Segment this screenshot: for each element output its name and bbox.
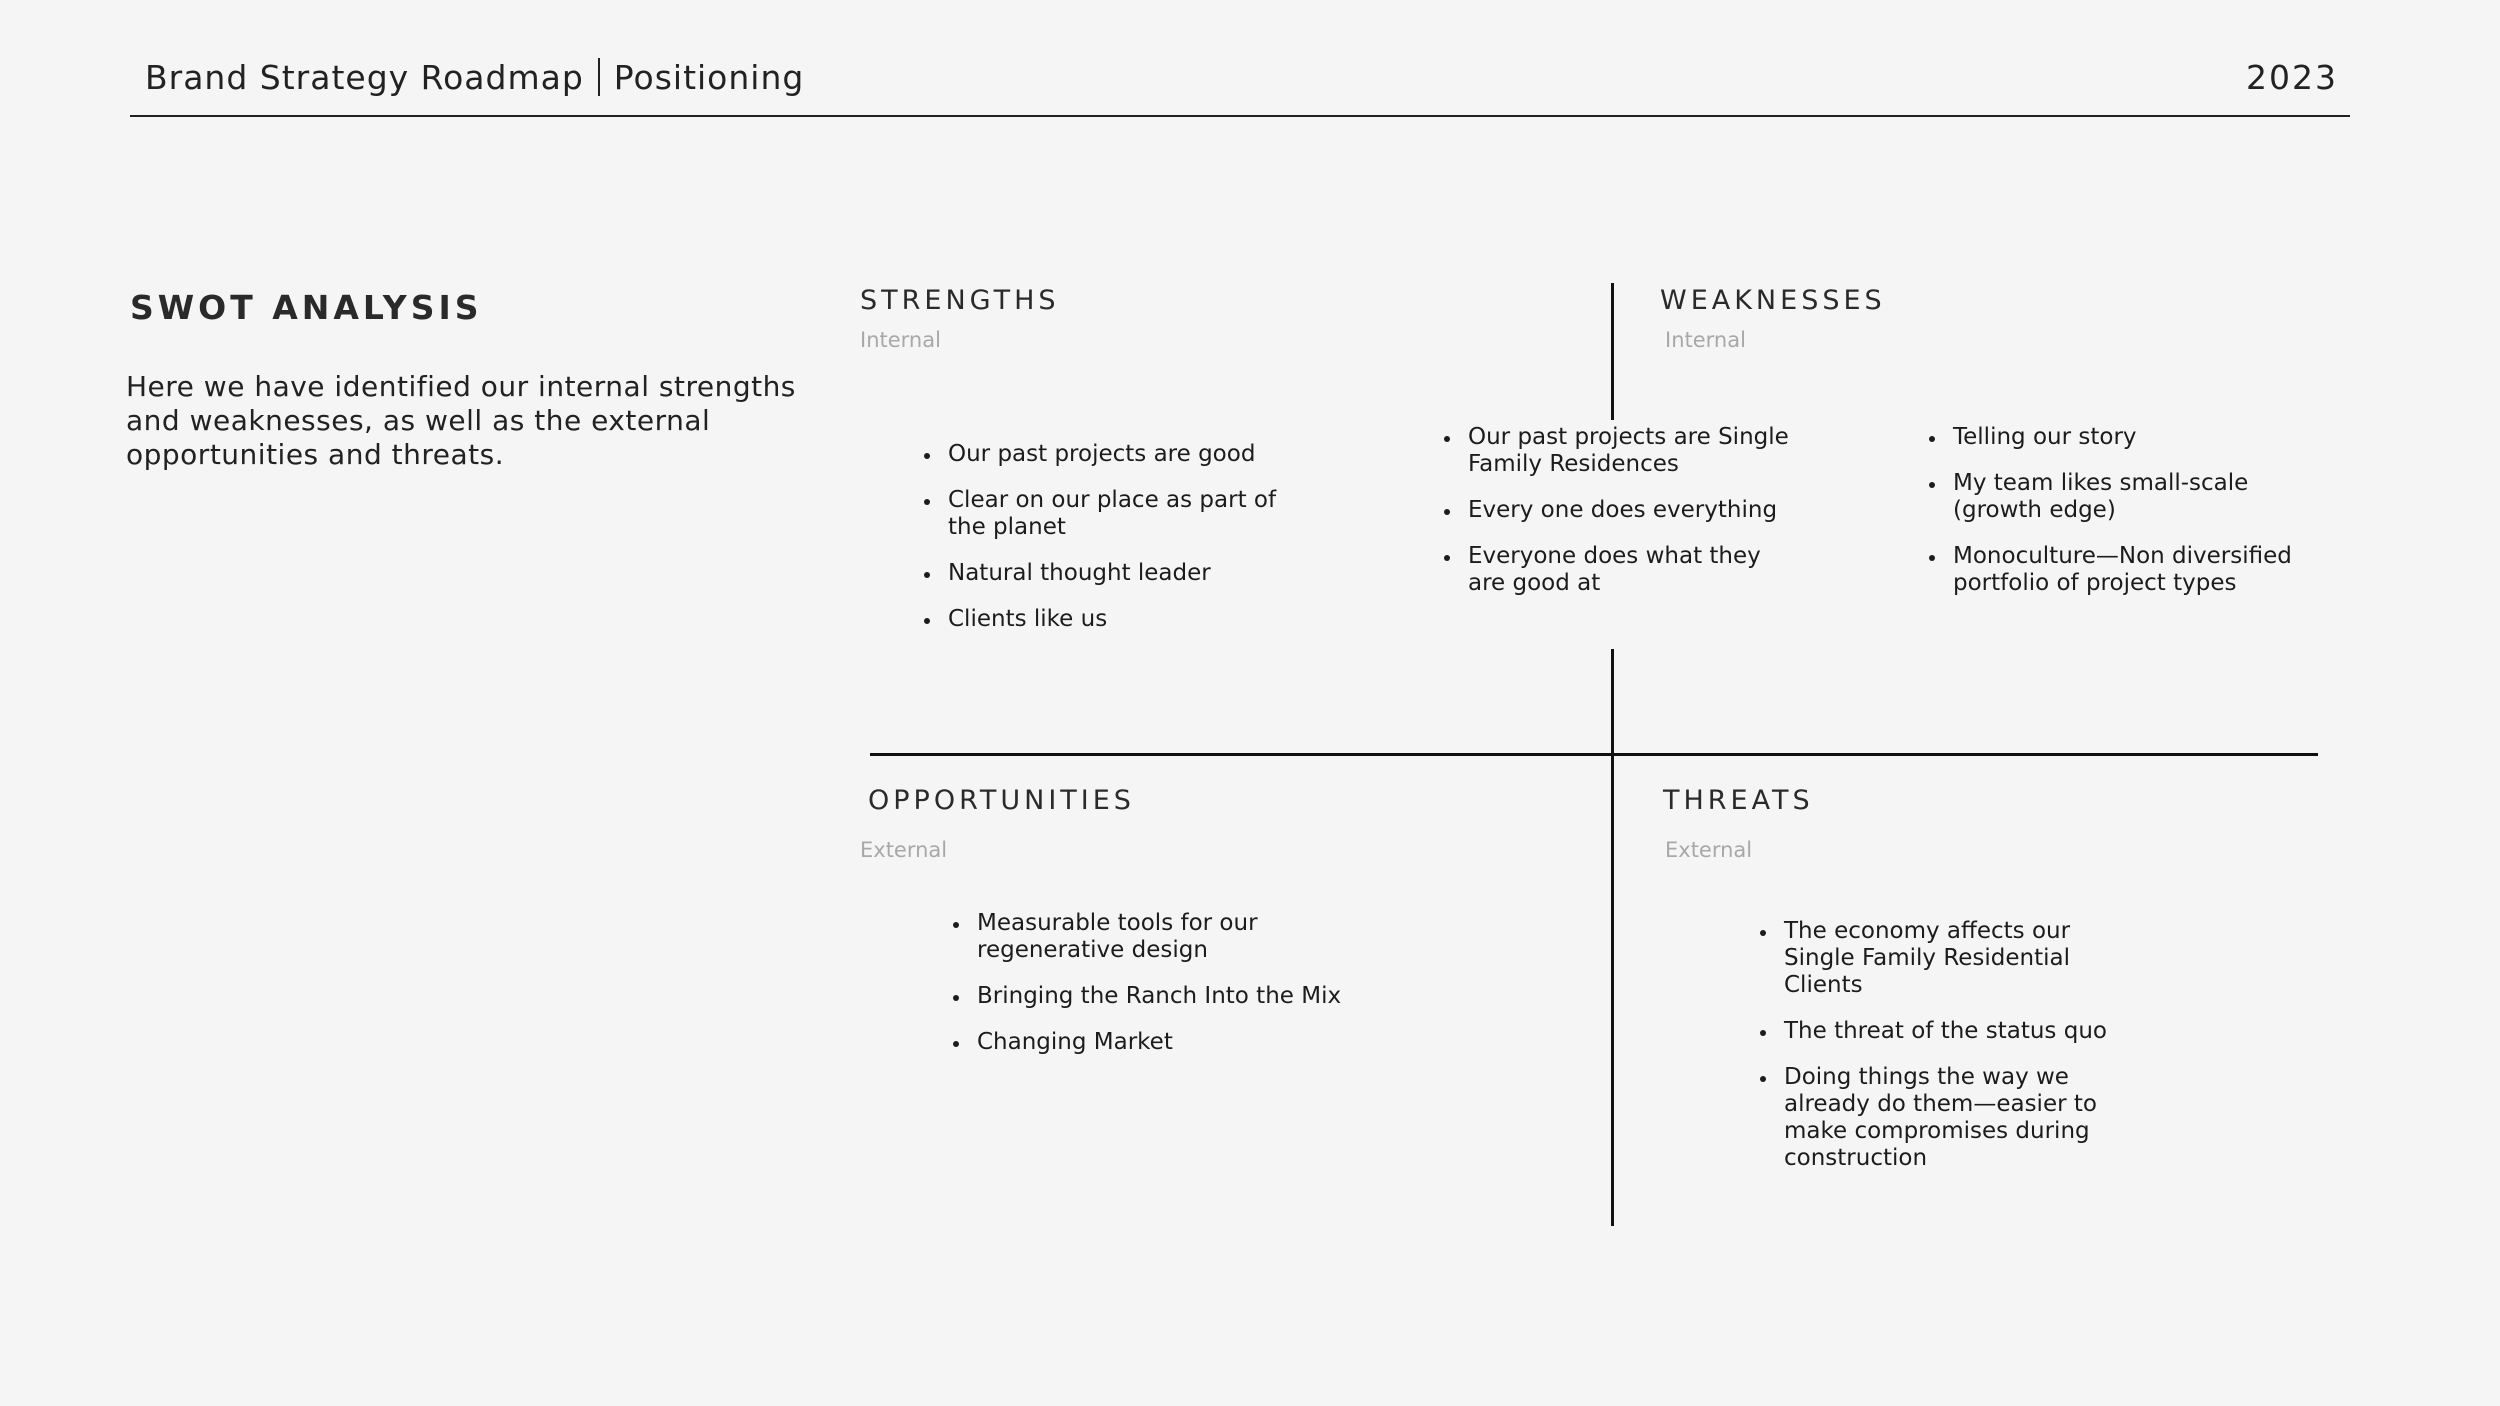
section-title: Positioning (613, 58, 805, 97)
list-item: Measurable tools for our regenerative design (953, 910, 1353, 964)
intro-paragraph: Here we have identified our internal strengths and weaknesses, as well as the external opportunities and threats. (126, 370, 796, 471)
strengths-title: STRENGTHS (860, 285, 1060, 316)
list-item: Telling our story (1929, 424, 2299, 451)
weaknesses-scope: Internal (1665, 328, 1746, 352)
list-item: The threat of the status quo (1760, 1018, 2140, 1045)
header-divider (130, 115, 2350, 117)
page-title: SWOT ANALYSIS (130, 288, 483, 327)
opportunities-scope: External (860, 838, 948, 862)
list-item: Bringing the Ranch Into the Mix (953, 983, 1353, 1010)
threats-title: THREATS (1663, 785, 1814, 816)
list-item: Our past projects are good (924, 441, 1284, 468)
list-item: Every one does everything (1444, 497, 1794, 524)
vertical-divider-bottom (1611, 649, 1614, 1226)
list-item: Clients like us (924, 606, 1284, 633)
threats-list (1760, 918, 2140, 1191)
weaknesses-list-secondary (1929, 424, 2299, 616)
weaknesses-list-primary (1444, 424, 1794, 616)
list-item: My team likes small-scale (growth edge) (1929, 470, 2299, 524)
list-item: Our past projects are Single Family Residences (1444, 424, 1794, 478)
list-item: Doing things the way we already do them—easier to make compromises during construction (1760, 1064, 2140, 1172)
vertical-divider-top (1611, 283, 1614, 420)
roadmap-title: Brand Strategy Roadmap (145, 58, 584, 97)
horizontal-divider (870, 753, 2318, 756)
list-item: Changing Market (953, 1029, 1353, 1056)
header-title (145, 58, 804, 97)
list-item: Everyone does what they are good at (1444, 543, 1794, 597)
opportunities-list (953, 910, 1353, 1075)
strengths-list (924, 441, 1284, 652)
weaknesses-title: WEAKNESSES (1660, 285, 1886, 316)
threats-scope: External (1665, 838, 1753, 862)
list-item: Clear on our place as part of the planet (924, 487, 1284, 541)
opportunities-title: OPPORTUNITIES (868, 785, 1135, 816)
title-divider (598, 58, 600, 96)
list-item: The economy affects our Single Family Residential Clients (1760, 918, 2140, 999)
list-item: Natural thought leader (924, 560, 1284, 587)
list-item: Monoculture—Non diversified portfolio of project types (1929, 543, 2299, 597)
header-year: 2023 (2246, 58, 2338, 97)
strengths-scope: Internal (860, 328, 941, 352)
